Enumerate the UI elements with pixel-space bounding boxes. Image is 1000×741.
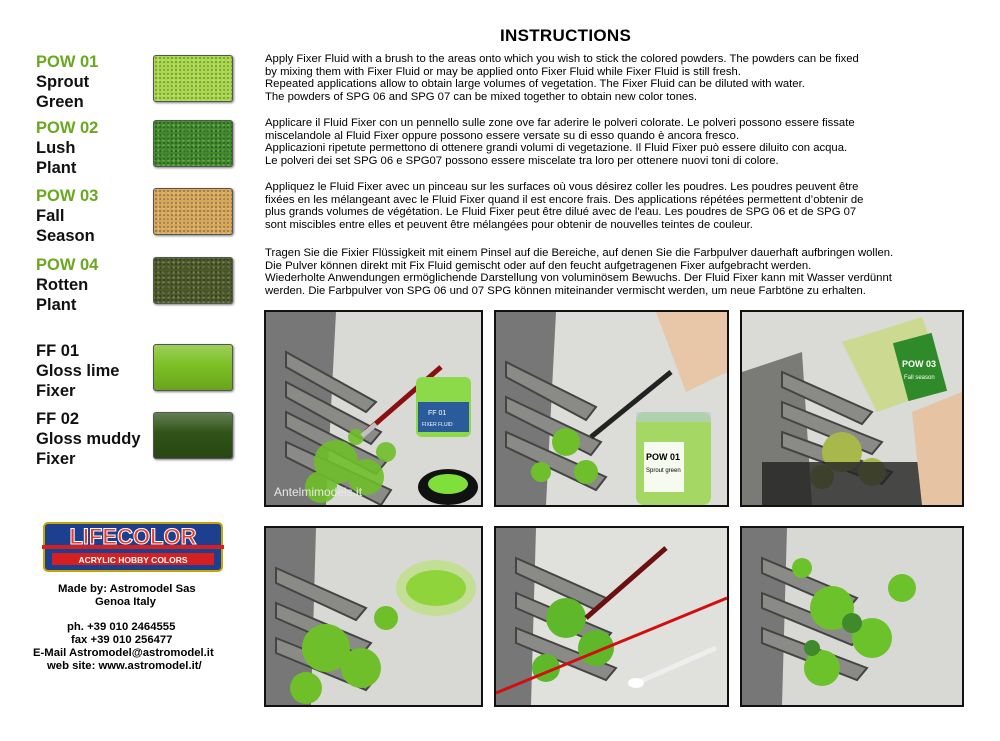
text-line: Applicare il Fluid Fixer con un pennello sulle zone ove far aderire le polveri colorate. Le polveri possono essere fissate	[265, 117, 855, 129]
swatch-name-line2: Green	[36, 93, 84, 111]
swatch-name-line1: Sprout	[36, 73, 90, 91]
text-line: Applicazioni ripetute permettono di ottenere grandi volumi di vegetazione. Il Fluid Fixer può essere diluito con acqua.	[265, 142, 848, 155]
city: Genoa Italy	[95, 596, 156, 608]
swatch-name-line2: Season	[36, 227, 95, 245]
phone: ph. +39 010 2464555	[67, 621, 176, 633]
swatch-code: POW 04	[36, 256, 99, 274]
photo-step-6	[740, 526, 964, 707]
swatch-code: FF 01	[36, 342, 80, 360]
instructions-german	[265, 247, 965, 297]
photo-step-3	[740, 310, 964, 507]
swatch-pow03	[153, 188, 233, 235]
swatch-pow01	[153, 55, 233, 102]
text-line: fixées en les mélangeant avec le Fluid Fixer quand il est encore frais. Des applications répétées permettent d’obtenir de	[265, 193, 864, 206]
text-line: sont miscibles entre elles et peuvent être mélangées pour obtenir de nouvelles teintes de couleur.	[265, 218, 753, 231]
swatch-name-line2: Fixer	[36, 382, 76, 400]
text-line: Le polveri dei set SPG 06 e SPG07 possono essere miscelate tra loro per ottenere nuovi toni di colore.	[265, 154, 779, 167]
swatch-name-line1: Gloss muddy	[36, 430, 141, 448]
text-line: Tragen Sie die Fixier Flüssigkeit mit einem Pinsel auf die Bereiche, auf denen Sie die Farbpulver dauerhaft aufbringen wollen.	[265, 247, 894, 259]
website: web site: www.astromodel.it/	[47, 660, 202, 672]
jar1-label: FF 01	[428, 410, 447, 417]
instructions-english	[265, 53, 965, 103]
photo-step-5	[494, 526, 729, 707]
swatch-code: FF 02	[36, 410, 80, 428]
watermark: Antelmimodels.it	[274, 485, 363, 499]
swatch-pow04	[153, 257, 233, 304]
swatch-label-ff02	[36, 409, 141, 469]
text-line: Wiederholte Anwendungen ermöglichende Darstellung von voluminösem Bewuchs. Der Fluid Fixer kann mit Wasser verdünnt	[265, 272, 892, 285]
instructions-french	[265, 181, 965, 231]
text-line: Appliquez le Fluid Fixer avec un pinceau sur les surfaces où vous désirez coller les poudres. Les poudres peuvent être	[265, 181, 859, 193]
swatch-name-line2: Plant	[36, 159, 77, 177]
swatch-name-line1: Rotten	[36, 276, 89, 294]
swatch-code: POW 02	[36, 119, 99, 137]
text-line: plus grands volumes de végétation. Le Fluid Fixer peut être dilué avec de l'eau. Les poudres de SPG 06 et de SPG 07	[265, 206, 857, 219]
swatch-label-pow03	[36, 186, 98, 246]
text-line: by mixing them with Fixer Fluid or may be applied onto Fixer Fluid while Fixer Fluid is still fresh.	[265, 65, 741, 78]
email: E-Mail Astromodel@astromodel.it	[33, 647, 214, 659]
swatch-name-line2: Plant	[36, 296, 77, 314]
jar3-sub: Fall season	[904, 375, 935, 381]
swatch-label-pow02	[36, 118, 98, 178]
jar2-label: POW 01	[646, 452, 681, 462]
text-line: Repeated applications allow to obtain large volumes of vegetation. The Fixer Fluid can be diluted with water.	[265, 78, 805, 91]
photo-step-1	[264, 310, 483, 507]
logo-tagline: ACRYLIC HOBBY COLORS	[78, 555, 188, 565]
swatch-name-line1: Gloss lime	[36, 362, 120, 380]
swatch-label-pow04	[36, 255, 98, 315]
text-line: werden. Die Farbpulver von SPG 06 und 07 SPG können miteinander vermischt werden, um neue Farbtöne zu erhalten.	[265, 284, 866, 297]
jar1-sub: FIXER FLUID	[422, 422, 453, 428]
swatch-ff02	[153, 412, 233, 459]
swatch-label-pow01	[36, 52, 98, 112]
jar2-sub: Sprout green	[646, 468, 681, 474]
swatch-name-line1: Fall	[36, 207, 65, 225]
swatch-ff01	[153, 344, 233, 391]
text-line: miscelandole al Fluid Fixer oppure possono essere versate su di esso quando è ancora fresco.	[265, 129, 740, 142]
swatch-name-line1: Lush	[36, 139, 76, 157]
photo-step-4	[264, 526, 483, 707]
jar3-label: POW 03	[902, 359, 937, 369]
text-line: Die Pulver können direkt mit Fix Fluid gemischt oder auf den feucht aufgetragenen Fixer aufgebracht werden.	[265, 259, 812, 272]
fax: fax +39 010 256477	[71, 634, 173, 646]
made-by: Made by: Astromodel Sas	[58, 583, 196, 595]
page-title: INSTRUCTIONS	[500, 26, 632, 45]
text-line: The powders of SPG 06 and SPG 07 can be mixed together to obtain new color tones.	[265, 90, 698, 103]
swatch-code: POW 01	[36, 53, 99, 71]
photo-step-2	[494, 310, 729, 507]
swatch-name-line2: Fixer	[36, 450, 76, 468]
lifecolor-logo	[42, 521, 224, 573]
swatch-label-ff01	[36, 341, 119, 401]
swatch-code: POW 03	[36, 187, 99, 205]
text-line: Apply Fixer Fluid with a brush to the areas onto which you wish to stick the colored powders. The powders can be fixed	[265, 53, 859, 65]
instructions-italian	[265, 117, 965, 167]
swatch-pow02	[153, 120, 233, 167]
logo-brand: LIFECOLOR	[69, 524, 197, 549]
